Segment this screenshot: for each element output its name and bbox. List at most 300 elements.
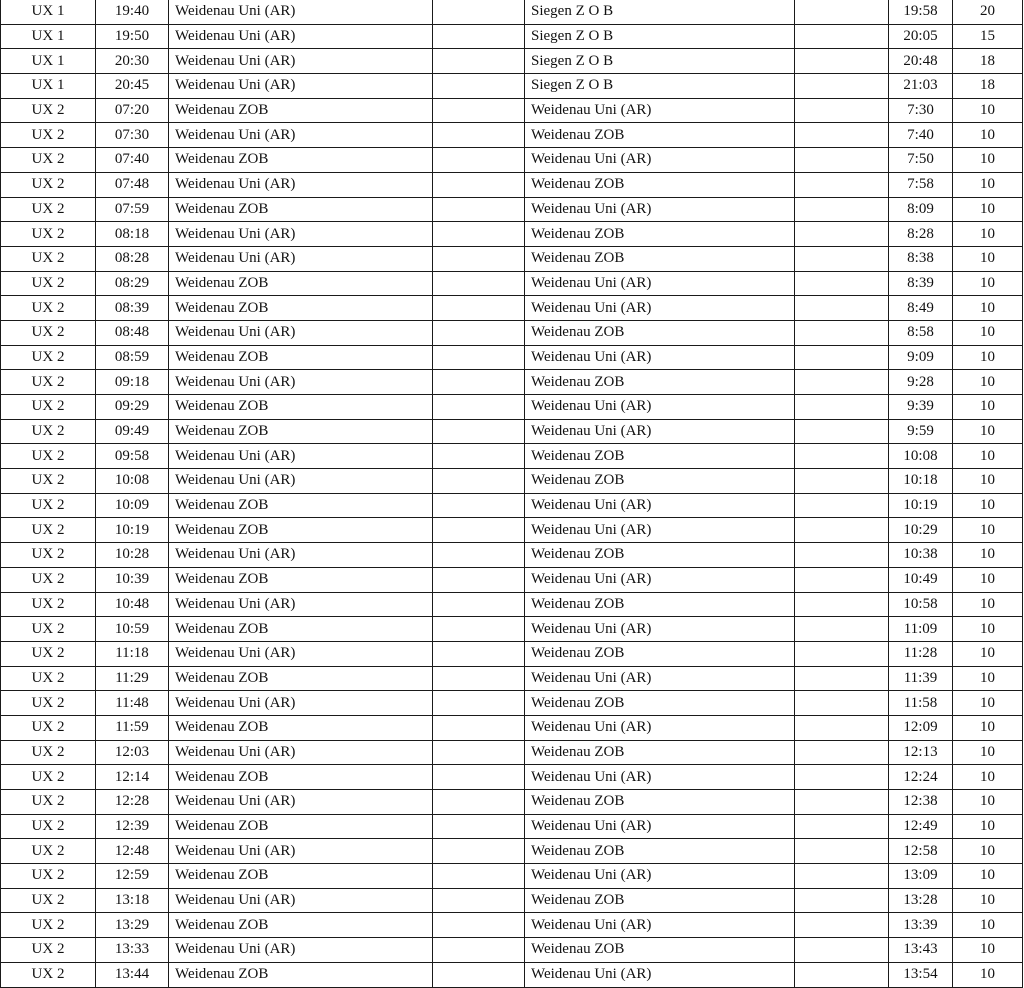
table-row <box>1 864 1023 889</box>
line-cell: UX 2 <box>1 962 96 987</box>
origin-stop-cell: Weidenau ZOB <box>169 567 433 592</box>
arrival-time-cell: 21:03 <box>889 74 953 99</box>
destination-stop-cell: Weidenau ZOB <box>525 740 795 765</box>
empty-cell <box>795 641 889 666</box>
duration-cell: 10 <box>953 962 1023 987</box>
departure-time-cell: 10:39 <box>96 567 169 592</box>
duration-cell: 10 <box>953 518 1023 543</box>
duration-cell: 10 <box>953 444 1023 469</box>
destination-stop-cell: Weidenau ZOB <box>525 888 795 913</box>
line-cell: UX 2 <box>1 888 96 913</box>
table-row <box>1 567 1023 592</box>
empty-cell <box>795 839 889 864</box>
departure-time-cell: 13:18 <box>96 888 169 913</box>
departure-time-cell: 07:48 <box>96 172 169 197</box>
line-cell: UX 2 <box>1 98 96 123</box>
origin-stop-cell: Weidenau ZOB <box>169 864 433 889</box>
origin-stop-cell: Weidenau ZOB <box>169 345 433 370</box>
line-cell: UX 2 <box>1 320 96 345</box>
departure-time-cell: 11:59 <box>96 715 169 740</box>
table-row <box>1 370 1023 395</box>
arrival-time-cell: 10:49 <box>889 567 953 592</box>
destination-stop-cell: Weidenau ZOB <box>525 592 795 617</box>
empty-cell <box>433 320 525 345</box>
empty-cell <box>795 123 889 148</box>
duration-cell: 10 <box>953 839 1023 864</box>
empty-cell <box>795 469 889 494</box>
destination-stop-cell: Weidenau Uni (AR) <box>525 98 795 123</box>
origin-stop-cell: Weidenau ZOB <box>169 296 433 321</box>
origin-stop-cell: Weidenau ZOB <box>169 419 433 444</box>
arrival-time-cell: 13:39 <box>889 913 953 938</box>
departure-time-cell: 13:44 <box>96 962 169 987</box>
origin-stop-cell: Weidenau ZOB <box>169 962 433 987</box>
line-cell: UX 1 <box>1 49 96 74</box>
origin-stop-cell: Weidenau Uni (AR) <box>169 0 433 24</box>
departure-time-cell: 07:30 <box>96 123 169 148</box>
origin-stop-cell: Weidenau Uni (AR) <box>169 370 433 395</box>
table-row <box>1 518 1023 543</box>
line-cell: UX 2 <box>1 691 96 716</box>
empty-cell <box>433 271 525 296</box>
departure-time-cell: 12:48 <box>96 839 169 864</box>
destination-stop-cell: Siegen Z O B <box>525 0 795 24</box>
line-cell: UX 1 <box>1 0 96 24</box>
table-row <box>1 24 1023 49</box>
origin-stop-cell: Weidenau Uni (AR) <box>169 444 433 469</box>
origin-stop-cell: Weidenau ZOB <box>169 518 433 543</box>
empty-cell <box>795 543 889 568</box>
empty-cell <box>433 641 525 666</box>
duration-cell: 10 <box>953 98 1023 123</box>
duration-cell: 10 <box>953 641 1023 666</box>
arrival-time-cell: 13:43 <box>889 938 953 963</box>
line-cell: UX 2 <box>1 839 96 864</box>
duration-cell: 10 <box>953 814 1023 839</box>
destination-stop-cell: Weidenau Uni (AR) <box>525 715 795 740</box>
table-row <box>1 345 1023 370</box>
destination-stop-cell: Weidenau Uni (AR) <box>525 765 795 790</box>
table-row <box>1 938 1023 963</box>
table-row <box>1 123 1023 148</box>
empty-cell <box>795 666 889 691</box>
departure-time-cell: 08:29 <box>96 271 169 296</box>
destination-stop-cell: Weidenau ZOB <box>525 172 795 197</box>
duration-cell: 10 <box>953 715 1023 740</box>
arrival-time-cell: 12:38 <box>889 790 953 815</box>
origin-stop-cell: Weidenau Uni (AR) <box>169 839 433 864</box>
empty-cell <box>795 370 889 395</box>
empty-cell <box>433 592 525 617</box>
empty-cell <box>433 740 525 765</box>
empty-cell <box>433 419 525 444</box>
destination-stop-cell: Weidenau Uni (AR) <box>525 493 795 518</box>
table-row <box>1 493 1023 518</box>
departure-time-cell: 10:59 <box>96 617 169 642</box>
duration-cell: 10 <box>953 320 1023 345</box>
line-cell: UX 2 <box>1 395 96 420</box>
departure-time-cell: 10:28 <box>96 543 169 568</box>
arrival-time-cell: 12:09 <box>889 715 953 740</box>
line-cell: UX 2 <box>1 641 96 666</box>
table-row <box>1 592 1023 617</box>
departure-time-cell: 09:29 <box>96 395 169 420</box>
table-row <box>1 395 1023 420</box>
origin-stop-cell: Weidenau Uni (AR) <box>169 691 433 716</box>
table-row <box>1 740 1023 765</box>
departure-time-cell: 10:09 <box>96 493 169 518</box>
duration-cell: 10 <box>953 222 1023 247</box>
line-cell: UX 2 <box>1 222 96 247</box>
departure-time-cell: 13:29 <box>96 913 169 938</box>
destination-stop-cell: Weidenau Uni (AR) <box>525 617 795 642</box>
duration-cell: 10 <box>953 543 1023 568</box>
empty-cell <box>433 444 525 469</box>
origin-stop-cell: Weidenau Uni (AR) <box>169 469 433 494</box>
line-cell: UX 2 <box>1 444 96 469</box>
line-cell: UX 2 <box>1 345 96 370</box>
origin-stop-cell: Weidenau Uni (AR) <box>169 172 433 197</box>
table-row <box>1 444 1023 469</box>
table-row <box>1 246 1023 271</box>
origin-stop-cell: Weidenau Uni (AR) <box>169 320 433 345</box>
duration-cell: 10 <box>953 493 1023 518</box>
origin-stop-cell: Weidenau ZOB <box>169 715 433 740</box>
empty-cell <box>433 395 525 420</box>
empty-cell <box>433 246 525 271</box>
departure-time-cell: 19:50 <box>96 24 169 49</box>
empty-cell <box>795 790 889 815</box>
empty-cell <box>433 938 525 963</box>
destination-stop-cell: Weidenau ZOB <box>525 123 795 148</box>
departure-time-cell: 13:33 <box>96 938 169 963</box>
empty-cell <box>433 123 525 148</box>
departure-time-cell: 11:29 <box>96 666 169 691</box>
arrival-time-cell: 11:09 <box>889 617 953 642</box>
arrival-time-cell: 13:28 <box>889 888 953 913</box>
duration-cell: 10 <box>953 666 1023 691</box>
destination-stop-cell: Siegen Z O B <box>525 24 795 49</box>
duration-cell: 10 <box>953 790 1023 815</box>
line-cell: UX 2 <box>1 814 96 839</box>
empty-cell <box>795 864 889 889</box>
departure-time-cell: 20:45 <box>96 74 169 99</box>
duration-cell: 10 <box>953 567 1023 592</box>
empty-cell <box>795 222 889 247</box>
arrival-time-cell: 9:28 <box>889 370 953 395</box>
destination-stop-cell: Weidenau Uni (AR) <box>525 148 795 173</box>
origin-stop-cell: Weidenau Uni (AR) <box>169 24 433 49</box>
origin-stop-cell: Weidenau ZOB <box>169 666 433 691</box>
arrival-time-cell: 12:13 <box>889 740 953 765</box>
table-row <box>1 49 1023 74</box>
destination-stop-cell: Weidenau ZOB <box>525 320 795 345</box>
line-cell: UX 2 <box>1 740 96 765</box>
destination-stop-cell: Weidenau Uni (AR) <box>525 962 795 987</box>
duration-cell: 10 <box>953 469 1023 494</box>
table-row <box>1 691 1023 716</box>
line-cell: UX 2 <box>1 715 96 740</box>
arrival-time-cell: 20:05 <box>889 24 953 49</box>
table-row <box>1 641 1023 666</box>
empty-cell <box>795 592 889 617</box>
arrival-time-cell: 9:39 <box>889 395 953 420</box>
empty-cell <box>795 197 889 222</box>
duration-cell: 10 <box>953 345 1023 370</box>
arrival-time-cell: 8:39 <box>889 271 953 296</box>
empty-cell <box>795 49 889 74</box>
empty-cell <box>433 543 525 568</box>
empty-cell <box>433 24 525 49</box>
arrival-time-cell: 7:50 <box>889 148 953 173</box>
duration-cell: 10 <box>953 395 1023 420</box>
arrival-time-cell: 12:24 <box>889 765 953 790</box>
departure-time-cell: 12:39 <box>96 814 169 839</box>
destination-stop-cell: Weidenau ZOB <box>525 444 795 469</box>
table-row <box>1 320 1023 345</box>
departure-time-cell: 11:48 <box>96 691 169 716</box>
destination-stop-cell: Siegen Z O B <box>525 74 795 99</box>
destination-stop-cell: Weidenau ZOB <box>525 839 795 864</box>
duration-cell: 18 <box>953 74 1023 99</box>
arrival-time-cell: 8:38 <box>889 246 953 271</box>
table-row <box>1 197 1023 222</box>
arrival-time-cell: 10:58 <box>889 592 953 617</box>
empty-cell <box>795 419 889 444</box>
origin-stop-cell: Weidenau ZOB <box>169 493 433 518</box>
origin-stop-cell: Weidenau ZOB <box>169 765 433 790</box>
empty-cell <box>795 740 889 765</box>
origin-stop-cell: Weidenau Uni (AR) <box>169 592 433 617</box>
origin-stop-cell: Weidenau ZOB <box>169 617 433 642</box>
empty-cell <box>795 395 889 420</box>
empty-cell <box>433 617 525 642</box>
table-row <box>1 172 1023 197</box>
departure-time-cell: 08:28 <box>96 246 169 271</box>
arrival-time-cell: 11:58 <box>889 691 953 716</box>
table-row <box>1 148 1023 173</box>
arrival-time-cell: 9:09 <box>889 345 953 370</box>
destination-stop-cell: Weidenau Uni (AR) <box>525 814 795 839</box>
empty-cell <box>433 567 525 592</box>
origin-stop-cell: Weidenau Uni (AR) <box>169 222 433 247</box>
departure-time-cell: 12:03 <box>96 740 169 765</box>
empty-cell <box>433 962 525 987</box>
line-cell: UX 2 <box>1 493 96 518</box>
empty-cell <box>433 98 525 123</box>
line-cell: UX 2 <box>1 172 96 197</box>
origin-stop-cell: Weidenau ZOB <box>169 913 433 938</box>
empty-cell <box>433 0 525 24</box>
empty-cell <box>795 148 889 173</box>
origin-stop-cell: Weidenau Uni (AR) <box>169 740 433 765</box>
line-cell: UX 2 <box>1 419 96 444</box>
destination-stop-cell: Weidenau Uni (AR) <box>525 271 795 296</box>
line-cell: UX 2 <box>1 123 96 148</box>
empty-cell <box>433 518 525 543</box>
line-cell: UX 2 <box>1 790 96 815</box>
empty-cell <box>795 518 889 543</box>
empty-cell <box>795 74 889 99</box>
line-cell: UX 2 <box>1 370 96 395</box>
destination-stop-cell: Weidenau Uni (AR) <box>525 345 795 370</box>
origin-stop-cell: Weidenau Uni (AR) <box>169 938 433 963</box>
departure-time-cell: 19:40 <box>96 0 169 24</box>
arrival-time-cell: 8:28 <box>889 222 953 247</box>
table-row <box>1 888 1023 913</box>
destination-stop-cell: Weidenau Uni (AR) <box>525 395 795 420</box>
departure-time-cell: 20:30 <box>96 49 169 74</box>
arrival-time-cell: 19:58 <box>889 0 953 24</box>
line-cell: UX 2 <box>1 864 96 889</box>
table-row <box>1 666 1023 691</box>
empty-cell <box>433 790 525 815</box>
empty-cell <box>433 197 525 222</box>
duration-cell: 10 <box>953 592 1023 617</box>
destination-stop-cell: Weidenau ZOB <box>525 938 795 963</box>
arrival-time-cell: 8:58 <box>889 320 953 345</box>
origin-stop-cell: Weidenau Uni (AR) <box>169 123 433 148</box>
line-cell: UX 2 <box>1 592 96 617</box>
table-row <box>1 222 1023 247</box>
arrival-time-cell: 10:18 <box>889 469 953 494</box>
table-row <box>1 74 1023 99</box>
arrival-time-cell: 10:38 <box>889 543 953 568</box>
empty-cell <box>433 222 525 247</box>
table-row <box>1 617 1023 642</box>
table-row <box>1 814 1023 839</box>
empty-cell <box>795 691 889 716</box>
empty-cell <box>433 814 525 839</box>
duration-cell: 20 <box>953 0 1023 24</box>
arrival-time-cell: 11:28 <box>889 641 953 666</box>
arrival-time-cell: 8:49 <box>889 296 953 321</box>
duration-cell: 10 <box>953 419 1023 444</box>
departure-time-cell: 07:20 <box>96 98 169 123</box>
destination-stop-cell: Weidenau Uni (AR) <box>525 518 795 543</box>
line-cell: UX 2 <box>1 567 96 592</box>
line-cell: UX 2 <box>1 197 96 222</box>
empty-cell <box>433 345 525 370</box>
duration-cell: 10 <box>953 617 1023 642</box>
empty-cell <box>795 617 889 642</box>
arrival-time-cell: 13:54 <box>889 962 953 987</box>
origin-stop-cell: Weidenau Uni (AR) <box>169 49 433 74</box>
departure-time-cell: 12:28 <box>96 790 169 815</box>
empty-cell <box>795 765 889 790</box>
empty-cell <box>433 74 525 99</box>
origin-stop-cell: Weidenau Uni (AR) <box>169 246 433 271</box>
table-row <box>1 962 1023 987</box>
line-cell: UX 1 <box>1 24 96 49</box>
origin-stop-cell: Weidenau ZOB <box>169 148 433 173</box>
table-row <box>1 543 1023 568</box>
departure-time-cell: 08:18 <box>96 222 169 247</box>
table-row <box>1 296 1023 321</box>
line-cell: UX 2 <box>1 938 96 963</box>
empty-cell <box>433 864 525 889</box>
arrival-time-cell: 20:48 <box>889 49 953 74</box>
empty-cell <box>433 765 525 790</box>
origin-stop-cell: Weidenau ZOB <box>169 197 433 222</box>
departure-time-cell: 09:58 <box>96 444 169 469</box>
duration-cell: 10 <box>953 246 1023 271</box>
destination-stop-cell: Weidenau Uni (AR) <box>525 197 795 222</box>
line-cell: UX 2 <box>1 666 96 691</box>
origin-stop-cell: Weidenau ZOB <box>169 271 433 296</box>
table-row <box>1 271 1023 296</box>
empty-cell <box>795 444 889 469</box>
arrival-time-cell: 12:58 <box>889 839 953 864</box>
line-cell: UX 2 <box>1 913 96 938</box>
destination-stop-cell: Weidenau ZOB <box>525 370 795 395</box>
table-row <box>1 469 1023 494</box>
line-cell: UX 1 <box>1 74 96 99</box>
destination-stop-cell: Weidenau Uni (AR) <box>525 567 795 592</box>
destination-stop-cell: Weidenau ZOB <box>525 246 795 271</box>
destination-stop-cell: Weidenau ZOB <box>525 222 795 247</box>
destination-stop-cell: Weidenau ZOB <box>525 469 795 494</box>
departure-time-cell: 08:39 <box>96 296 169 321</box>
timetable-body <box>1 0 1023 987</box>
empty-cell <box>795 715 889 740</box>
departure-time-cell: 10:08 <box>96 469 169 494</box>
empty-cell <box>795 962 889 987</box>
table-row <box>1 419 1023 444</box>
departure-time-cell: 09:49 <box>96 419 169 444</box>
empty-cell <box>795 913 889 938</box>
empty-cell <box>795 567 889 592</box>
duration-cell: 10 <box>953 938 1023 963</box>
departure-time-cell: 07:40 <box>96 148 169 173</box>
empty-cell <box>795 246 889 271</box>
empty-cell <box>795 271 889 296</box>
destination-stop-cell: Weidenau ZOB <box>525 790 795 815</box>
line-cell: UX 2 <box>1 543 96 568</box>
origin-stop-cell: Weidenau Uni (AR) <box>169 790 433 815</box>
empty-cell <box>433 469 525 494</box>
departure-time-cell: 12:14 <box>96 765 169 790</box>
table-row <box>1 0 1023 24</box>
empty-cell <box>795 0 889 24</box>
empty-cell <box>433 49 525 74</box>
destination-stop-cell: Weidenau Uni (AR) <box>525 419 795 444</box>
arrival-time-cell: 10:08 <box>889 444 953 469</box>
table-row <box>1 790 1023 815</box>
line-cell: UX 2 <box>1 148 96 173</box>
empty-cell <box>433 839 525 864</box>
destination-stop-cell: Weidenau ZOB <box>525 641 795 666</box>
arrival-time-cell: 10:19 <box>889 493 953 518</box>
departure-time-cell: 08:48 <box>96 320 169 345</box>
duration-cell: 10 <box>953 296 1023 321</box>
duration-cell: 10 <box>953 197 1023 222</box>
arrival-time-cell: 11:39 <box>889 666 953 691</box>
duration-cell: 10 <box>953 370 1023 395</box>
duration-cell: 10 <box>953 740 1023 765</box>
empty-cell <box>795 345 889 370</box>
arrival-time-cell: 12:49 <box>889 814 953 839</box>
departure-time-cell: 09:18 <box>96 370 169 395</box>
empty-cell <box>795 938 889 963</box>
arrival-time-cell: 10:29 <box>889 518 953 543</box>
duration-cell: 10 <box>953 888 1023 913</box>
empty-cell <box>433 691 525 716</box>
empty-cell <box>433 172 525 197</box>
line-cell: UX 2 <box>1 271 96 296</box>
duration-cell: 10 <box>953 913 1023 938</box>
line-cell: UX 2 <box>1 246 96 271</box>
